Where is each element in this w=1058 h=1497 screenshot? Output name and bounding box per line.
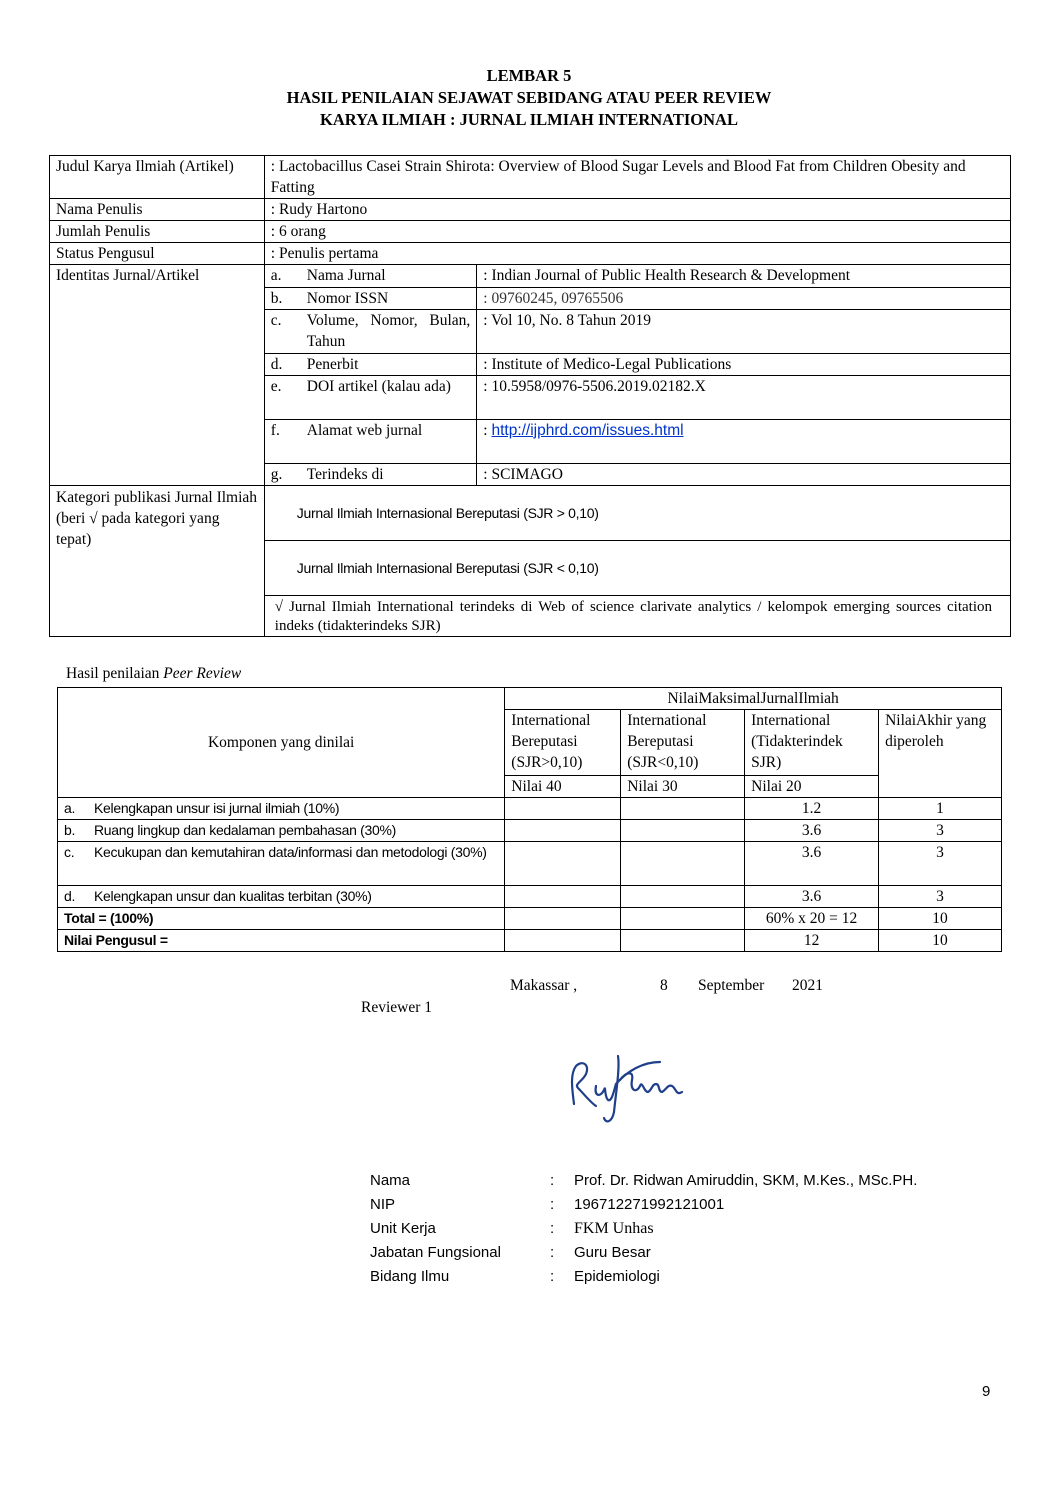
date-day: 8 <box>660 977 668 994</box>
web-value <box>477 419 1010 463</box>
review-header-row <box>58 688 1002 710</box>
terindeks-label: Terindeks di <box>301 463 477 485</box>
page-number: 9 <box>982 1383 991 1400</box>
letter-b: b. <box>265 287 301 309</box>
row-b-akhir: 3 <box>879 820 1002 842</box>
total-v2 <box>621 908 745 930</box>
penulis-row <box>50 199 1011 221</box>
journal-website-link[interactable]: http://ijphrd.com/issues.html <box>491 421 684 439</box>
pengusul-v1 <box>505 930 621 952</box>
info-nip-value: 196712271992121001 <box>574 1196 725 1213</box>
col-bereputasi-high: International Bereputasi (SJR>0,10) <box>505 710 621 776</box>
info-nama-colon: : <box>550 1172 555 1189</box>
info-row-unit <box>370 1220 990 1244</box>
kategori-options-cell <box>264 486 1010 637</box>
date-city: Makassar , <box>510 977 578 994</box>
penerbit-value: : Institute of Medico-Legal Publications <box>477 353 1010 375</box>
row-d-v1 <box>505 886 621 908</box>
pengusul-akhir: 10 <box>879 930 1002 952</box>
info-nama-label: Nama <box>370 1172 411 1189</box>
penulis-label: Nama Penulis <box>50 199 265 221</box>
pengusul-v3: 12 <box>745 930 879 952</box>
pengusul-v2 <box>621 930 745 952</box>
info-nip-colon: : <box>550 1196 555 1213</box>
penulis-value: : Rudy Hartono <box>264 199 1010 221</box>
doc-title-line3: KARYA ILMIAH : JURNAL ILMIAH INTERNATIONAL <box>320 110 738 129</box>
row-a-akhir: 1 <box>879 798 1002 820</box>
review-row-b-label <box>58 820 505 842</box>
col-bereputasi-low: International Bereputasi (SJR<0,10) <box>621 710 745 776</box>
status-value: : Penulis pertama <box>264 243 1010 265</box>
kategori-row <box>50 486 1011 637</box>
info-row-jabatan <box>370 1244 990 1268</box>
terindeks-value: : SCIMAGO <box>477 463 1010 485</box>
row-c-akhir: 3 <box>879 842 1002 886</box>
row-b-letter: b. <box>64 822 76 838</box>
info-jabatan-value: Guru Besar <box>574 1244 651 1261</box>
col-nilai-akhir: NilaiAkhir yang diperoleh <box>879 710 1002 798</box>
row-a-letter: a. <box>64 800 76 816</box>
review-row-d <box>58 886 1002 908</box>
row-c-v1 <box>505 842 621 886</box>
penerbit-label: Penerbit <box>301 353 477 375</box>
kategori-label-cell <box>50 486 265 637</box>
judul-row <box>50 156 1011 199</box>
total-v1 <box>505 908 621 930</box>
doc-title-line2: HASIL PENILAIAN SEJAWAT SEBIDANG ATAU PEER REVIEW <box>286 88 772 107</box>
volume-value: : Vol 10, No. 8 Tahun 2019 <box>477 309 1010 353</box>
kategori-option-2: Jurnal Ilmiah Internasional Bereputasi (SJR < 0,10) <box>265 541 1010 596</box>
review-row-a-label <box>58 798 505 820</box>
row-c-letter: c. <box>64 844 75 860</box>
identitas-cell <box>264 265 1010 486</box>
judul-value: : Lactobacillus Casei Strain Shirota: Overview of Blood Sugar Levels and Blood Fat from Children Obesity and Fatting <box>264 156 1010 199</box>
reviewer-signature <box>560 1040 700 1130</box>
web-value-prefix: : <box>483 421 492 439</box>
doc-title-line1: LEMBAR 5 <box>486 66 572 85</box>
row-b-v3: 3.6 <box>745 820 879 842</box>
review-table <box>57 687 1002 952</box>
total-v3: 60% x 20 = 12 <box>745 908 879 930</box>
nilai-40: Nilai 40 <box>505 776 621 798</box>
identitas-label: Identitas Jurnal/Artikel <box>50 265 265 486</box>
volume-label: Volume, Nomor, Bulan, Tahun <box>301 309 477 353</box>
review-caption <box>66 665 241 683</box>
info-row-bidang <box>370 1268 990 1292</box>
row-a-v1 <box>505 798 621 820</box>
row-c-v3: 3.6 <box>745 842 879 886</box>
review-caption-italic: Peer Review <box>163 665 242 682</box>
reviewer-info <box>370 1172 990 1292</box>
nama-jurnal-label: Nama Jurnal <box>301 265 477 287</box>
identitas-row-b <box>265 287 1010 309</box>
review-caption-text: Hasil penilaian <box>66 665 164 682</box>
jumlah-value: : 6 orang <box>264 221 1010 243</box>
row-d-akhir: 3 <box>879 886 1002 908</box>
review-row-c-label <box>58 842 505 886</box>
info-unit-value: FKM Unhas <box>574 1220 654 1237</box>
review-row-d-label <box>58 886 505 908</box>
review-row-a <box>58 798 1002 820</box>
nilai-20: Nilai 20 <box>745 776 879 798</box>
row-d-v3: 3.6 <box>745 886 879 908</box>
total-akhir: 10 <box>879 908 1002 930</box>
review-row-c <box>58 842 1002 886</box>
jumlah-label: Jumlah Penulis <box>50 221 265 243</box>
nama-jurnal-value: : Indian Journal of Public Health Research & Development <box>477 265 1010 287</box>
row-a-v2 <box>621 798 745 820</box>
info-row-nama <box>370 1172 990 1196</box>
row-c-text: Kecukupan dan kemutahiran data/informasi dan metodologi (30%) <box>94 844 487 860</box>
identitas-subtable <box>265 265 1010 485</box>
info-bidang-colon: : <box>550 1268 555 1285</box>
identitas-row-g <box>265 463 1010 485</box>
kategori-note: (beri √ pada kategori yang tepat) <box>56 510 220 548</box>
row-b-v1 <box>505 820 621 842</box>
judul-label: Judul Karya Ilmiah (Artikel) <box>50 156 265 199</box>
info-jabatan-label: Jabatan Fungsional <box>370 1244 501 1261</box>
komponen-header: Komponen yang dinilai <box>58 688 505 798</box>
row-b-text: Ruang lingkup dan kedalaman pembahasan (30%) <box>94 822 397 838</box>
info-bidang-label: Bidang Ilmu <box>370 1268 450 1285</box>
letter-f: f. <box>265 419 301 463</box>
issn-value: : 09760245, 09765506 <box>477 287 1010 309</box>
identitas-row-e <box>265 375 1010 419</box>
identitas-row-f <box>265 419 1010 463</box>
date-month: September <box>698 977 765 994</box>
info-nama-value: Prof. Dr. Ridwan Amiruddin, SKM, M.Kes., MSc.PH. <box>574 1172 918 1189</box>
letter-e: e. <box>265 375 301 419</box>
info-row-nip <box>370 1196 990 1220</box>
row-d-text: Kelengkapan unsur dan kualitas terbitan (30%) <box>94 888 372 904</box>
col-tidak-terindeks: International (Tidakterindek SJR) <box>745 710 879 776</box>
identitas-row-d <box>265 353 1010 375</box>
row-a-text: Kelengkapan unsur isi jurnal ilmiah (10%) <box>94 800 340 816</box>
pengusul-label: Nilai Pengusul = <box>58 930 505 952</box>
row-a-v3: 1.2 <box>745 798 879 820</box>
letter-d: d. <box>265 353 301 375</box>
date-year: 2021 <box>792 977 823 994</box>
info-jabatan-colon: : <box>550 1244 555 1261</box>
nilai-30: Nilai 30 <box>621 776 745 798</box>
row-d-v2 <box>621 886 745 908</box>
doi-label: DOI artikel (kalau ada) <box>301 375 477 419</box>
info-unit-colon: : <box>550 1220 555 1237</box>
letter-a: a. <box>265 265 301 287</box>
review-pengusul-row <box>58 930 1002 952</box>
identitas-row-a <box>265 265 1010 287</box>
row-c-v2 <box>621 842 745 886</box>
kategori-option-3: √ Jurnal Ilmiah International terindeks di Web of science clarivate analytics / kelompok emerging sources citation indeks (tidakterindeks SJR) <box>274 599 992 634</box>
info-bidang-value: Epidemiologi <box>574 1268 660 1285</box>
kategori-label: Kategori publikasi Jurnal Ilmiah <box>56 489 258 506</box>
info-nip-label: NIP <box>370 1196 396 1213</box>
kategori-option-1: Jurnal Ilmiah Internasional Bereputasi (SJR > 0,10) <box>265 486 1010 541</box>
review-total-row <box>58 908 1002 930</box>
doi-value: : 10.5958/0976-5506.2019.02182.X <box>477 375 1010 419</box>
status-label: Status Pengusul <box>50 243 265 265</box>
web-label: Alamat web jurnal <box>301 419 477 463</box>
jumlah-row <box>50 221 1011 243</box>
letter-c: c. <box>265 309 301 353</box>
reviewer-label: Reviewer 1 <box>361 999 433 1016</box>
row-b-v2 <box>621 820 745 842</box>
identitas-row <box>50 265 1011 486</box>
identitas-row-c <box>265 309 1010 353</box>
info-unit-label: Unit Kerja <box>370 1220 436 1237</box>
status-row <box>50 243 1011 265</box>
row-d-letter: d. <box>64 888 76 904</box>
review-row-b <box>58 820 1002 842</box>
identity-table <box>49 155 1011 637</box>
total-label: Total = (100%) <box>58 908 505 930</box>
letter-g: g. <box>265 463 301 485</box>
issn-label: Nomor ISSN <box>301 287 477 309</box>
nilai-max-header: NilaiMaksimalJurnalIlmiah <box>505 688 1002 710</box>
